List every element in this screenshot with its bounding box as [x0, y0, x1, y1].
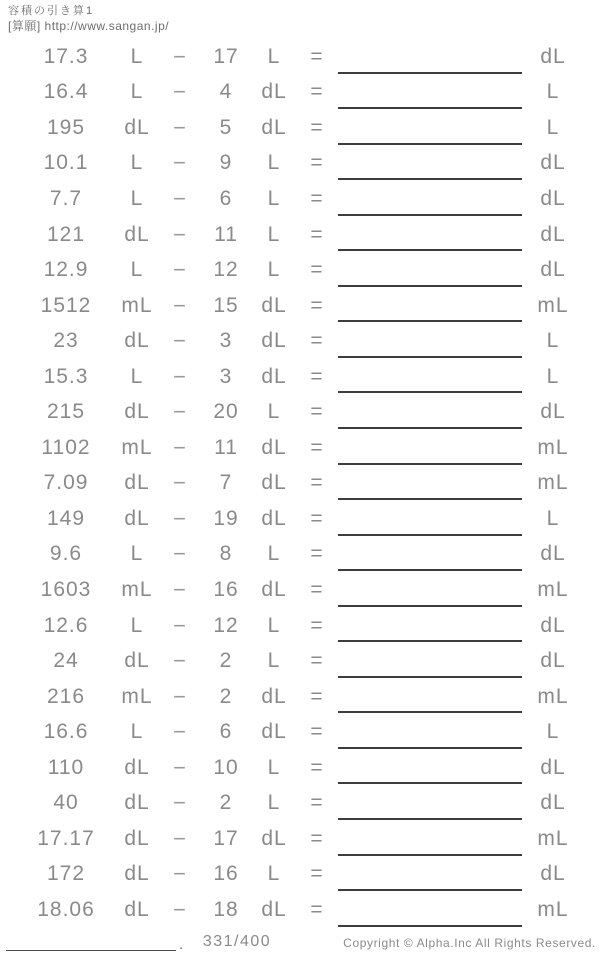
- operand2-unit: L: [267, 613, 281, 637]
- operand2-value: 12: [213, 258, 239, 282]
- operand1-value: 216: [46, 684, 86, 708]
- minus-sign: −: [173, 576, 187, 602]
- operand2-value: 16: [213, 577, 239, 601]
- operand1-value: 16.4: [43, 80, 89, 104]
- operand1-value: 1102: [41, 435, 91, 459]
- operand2-value: 19: [213, 506, 239, 530]
- operand2-value: 9: [219, 151, 233, 175]
- operand1-value: 7.09: [43, 471, 89, 495]
- equals-sign: =: [310, 755, 324, 779]
- answer-blank-cell: [338, 785, 525, 821]
- problem-row: [0, 430, 600, 466]
- answer-unit: mL: [537, 577, 569, 601]
- operand2-value: 2: [219, 791, 233, 815]
- operand1-value: 1512: [40, 293, 92, 317]
- operand1-unit: dL: [124, 115, 150, 139]
- answer-blank-cell: [338, 537, 525, 573]
- page-title: 容積の引き算1: [8, 5, 95, 17]
- name-blank-line: [6, 930, 176, 951]
- equals-sign: =: [310, 826, 324, 850]
- operand1-value: 172: [46, 862, 86, 886]
- problem-row: [0, 323, 600, 359]
- operand2-value: 16: [213, 862, 239, 886]
- answer-blank-line: [338, 214, 522, 216]
- minus-sign: −: [173, 648, 187, 674]
- minus-sign: −: [173, 719, 187, 745]
- answer-blank-line: [338, 889, 522, 891]
- answer-unit: L: [546, 364, 560, 388]
- operand2-unit: dL: [261, 471, 287, 495]
- answer-unit: mL: [537, 826, 569, 850]
- answer-unit: dL: [540, 862, 566, 886]
- operand2-value: 6: [219, 720, 233, 744]
- problem-row: [0, 572, 600, 608]
- minus-sign: −: [173, 612, 187, 638]
- source-line: [8, 19, 169, 34]
- operand1-unit: dL: [124, 506, 150, 530]
- minus-sign: −: [173, 328, 187, 354]
- answer-blank-line: [338, 72, 522, 74]
- operand1-value: 15.3: [43, 364, 89, 388]
- answer-unit: L: [546, 115, 560, 139]
- answer-blank-cell: [338, 679, 525, 715]
- problem-row: [0, 252, 600, 288]
- minus-sign: −: [173, 185, 187, 211]
- operand2-value: 15: [213, 293, 239, 317]
- operand2-value: 6: [219, 186, 233, 210]
- answer-blank-line: [338, 569, 522, 571]
- answer-unit: mL: [537, 897, 569, 921]
- answer-unit: dL: [540, 222, 566, 246]
- answer-blank-cell: [338, 359, 525, 395]
- answer-blank-cell: [338, 821, 525, 857]
- operand1-unit: dL: [124, 329, 150, 353]
- minus-sign: −: [173, 541, 187, 567]
- minus-sign: −: [173, 221, 187, 247]
- equals-sign: =: [310, 684, 324, 708]
- problem-row: [0, 466, 600, 502]
- minus-sign: −: [173, 150, 187, 176]
- equals-sign: =: [310, 222, 324, 246]
- minus-sign: −: [173, 114, 187, 140]
- minus-sign: −: [173, 43, 187, 69]
- equals-sign: =: [310, 400, 324, 424]
- operand1-value: 10.1: [43, 151, 89, 175]
- answer-unit: mL: [537, 435, 569, 459]
- problem-row: [0, 714, 600, 750]
- problem-row: [0, 608, 600, 644]
- operand2-unit: dL: [261, 684, 287, 708]
- operand2-value: 11: [214, 435, 238, 459]
- operand1-unit: L: [130, 613, 144, 637]
- equals-sign: =: [310, 258, 324, 282]
- answer-blank-cell: [338, 750, 525, 786]
- answer-blank-line: [338, 107, 522, 109]
- answer-blank-line: [338, 782, 522, 784]
- operand1-unit: dL: [124, 791, 150, 815]
- answer-blank-line: [338, 356, 522, 358]
- operand2-unit: L: [267, 862, 281, 886]
- operand1-value: 40: [53, 791, 79, 815]
- equals-sign: =: [310, 293, 324, 317]
- operand2-unit: dL: [261, 293, 287, 317]
- operand2-value: 8: [219, 542, 233, 566]
- equals-sign: =: [310, 897, 324, 921]
- answer-unit: dL: [540, 186, 566, 210]
- problem-row: [0, 750, 600, 786]
- minus-sign: −: [173, 754, 187, 780]
- equals-sign: =: [310, 862, 324, 886]
- problem-row: [0, 288, 600, 324]
- answer-blank-cell: [338, 857, 525, 893]
- operand1-value: 215: [46, 400, 86, 424]
- answer-blank-cell: [338, 181, 525, 217]
- operand1-unit: dL: [124, 471, 150, 495]
- answer-blank-line: [338, 498, 522, 500]
- operand1-unit: mL: [121, 435, 153, 459]
- operand2-value: 2: [219, 684, 233, 708]
- problem-row: [0, 501, 600, 537]
- source-label: [算願]: [8, 19, 41, 33]
- answer-unit: mL: [537, 471, 569, 495]
- equals-sign: =: [310, 577, 324, 601]
- answer-blank-cell: [338, 75, 525, 111]
- answer-blank-line: [338, 747, 522, 749]
- answer-blank-cell: [338, 110, 525, 146]
- answer-blank-cell: [338, 714, 525, 750]
- operand1-unit: dL: [124, 826, 150, 850]
- operand1-unit: L: [130, 44, 144, 68]
- operand1-value: 1603: [40, 577, 92, 601]
- equals-sign: =: [310, 720, 324, 744]
- operand1-value: 9.6: [49, 542, 83, 566]
- operand2-unit: dL: [261, 577, 287, 601]
- operand1-unit: L: [130, 720, 144, 744]
- answer-unit: dL: [540, 44, 566, 68]
- equals-sign: =: [310, 80, 324, 104]
- operand2-unit: L: [267, 791, 281, 815]
- operand1-value: 23: [53, 329, 79, 353]
- answer-unit: dL: [540, 151, 566, 175]
- answer-blank-line: [338, 463, 522, 465]
- worksheet-header: [8, 4, 169, 34]
- operand2-value: 3: [219, 329, 233, 353]
- equals-sign: =: [310, 791, 324, 815]
- operand1-value: 7.7: [49, 186, 83, 210]
- answer-unit: dL: [540, 791, 566, 815]
- answer-blank-line: [338, 854, 522, 856]
- answer-blank-line: [338, 818, 522, 820]
- minus-sign: −: [173, 470, 187, 496]
- operand2-unit: L: [267, 44, 281, 68]
- minus-sign: −: [173, 505, 187, 531]
- equals-sign: =: [310, 364, 324, 388]
- page-number: 331/400: [202, 933, 272, 950]
- minus-sign: −: [173, 363, 187, 389]
- answer-blank-cell: [338, 501, 525, 537]
- copyright-text: Copyright © Alpha.Inc All Rights Reserved.: [343, 936, 596, 950]
- answer-blank-line: [338, 711, 522, 713]
- operand2-value: 18: [213, 897, 239, 921]
- equals-sign: =: [310, 186, 324, 210]
- answer-unit: dL: [540, 755, 566, 779]
- problem-row: [0, 785, 600, 821]
- problem-row: [0, 181, 600, 217]
- answer-blank-cell: [338, 39, 525, 75]
- operand2-unit: dL: [261, 364, 287, 388]
- answer-blank-cell: [338, 572, 525, 608]
- answer-unit: mL: [537, 684, 569, 708]
- answer-unit: L: [546, 329, 560, 353]
- answer-blank-line: [338, 640, 522, 642]
- equals-sign: =: [310, 649, 324, 673]
- operand2-unit: dL: [261, 826, 287, 850]
- operand2-value: 5: [219, 115, 233, 139]
- answer-blank-line: [338, 178, 522, 180]
- minus-sign: −: [173, 790, 187, 816]
- operand1-value: 16.6: [43, 720, 89, 744]
- problem-row: [0, 857, 600, 893]
- operand2-value: 10: [213, 755, 239, 779]
- operand1-value: 12.6: [43, 613, 89, 637]
- operand2-value: 3: [219, 364, 233, 388]
- problem-row: [0, 394, 600, 430]
- operand2-unit: L: [267, 151, 281, 175]
- minus-sign: −: [173, 257, 187, 283]
- minus-sign: −: [173, 861, 187, 887]
- answer-blank-cell: [338, 394, 525, 430]
- operand1-unit: L: [130, 80, 144, 104]
- answer-blank-cell: [338, 323, 525, 359]
- problem-row: [0, 110, 600, 146]
- operand1-value: 18.06: [37, 897, 95, 921]
- operand2-unit: L: [267, 222, 281, 246]
- operand1-unit: mL: [121, 577, 153, 601]
- operand1-value: 17.3: [43, 44, 89, 68]
- problem-row: [0, 217, 600, 253]
- equals-sign: =: [310, 471, 324, 495]
- minus-sign: −: [173, 683, 187, 709]
- source-url: http://www.sangan.jp/: [44, 19, 170, 33]
- operand1-unit: L: [130, 258, 144, 282]
- operand2-unit: L: [267, 258, 281, 282]
- equals-sign: =: [310, 613, 324, 637]
- operand2-value: 11: [214, 222, 238, 246]
- operand1-value: 195: [46, 115, 86, 139]
- answer-unit: dL: [540, 613, 566, 637]
- operand2-unit: dL: [261, 720, 287, 744]
- answer-blank-cell: [338, 146, 525, 182]
- minus-sign: −: [173, 399, 187, 425]
- answer-blank-line: [338, 143, 522, 145]
- minus-sign: −: [173, 825, 187, 851]
- operand2-unit: L: [267, 400, 281, 424]
- problem-row: [0, 821, 600, 857]
- answer-blank-cell: [338, 288, 525, 324]
- operand1-unit: mL: [121, 293, 153, 317]
- answer-unit: L: [546, 506, 560, 530]
- answer-blank-line: [338, 320, 522, 322]
- answer-blank-cell: [338, 252, 525, 288]
- operand1-unit: dL: [124, 862, 150, 886]
- operand1-unit: L: [130, 364, 144, 388]
- answer-blank-cell: [338, 466, 525, 502]
- operand2-unit: L: [267, 186, 281, 210]
- operand2-value: 4: [219, 80, 233, 104]
- minus-sign: −: [173, 79, 187, 105]
- problem-row: [0, 537, 600, 573]
- operand1-unit: dL: [124, 222, 150, 246]
- operand1-value: 17.17: [37, 826, 95, 850]
- operand2-value: 17: [213, 826, 239, 850]
- operand1-unit: mL: [121, 684, 153, 708]
- problem-row: [0, 679, 600, 715]
- problem-row: [0, 75, 600, 111]
- answer-blank-line: [338, 534, 522, 536]
- operand1-unit: L: [130, 542, 144, 566]
- answer-blank-line: [338, 427, 522, 429]
- minus-sign: −: [173, 434, 187, 460]
- answer-blank-cell: [338, 217, 525, 253]
- equals-sign: =: [310, 44, 324, 68]
- operand1-value: 110: [47, 755, 85, 779]
- operand1-unit: dL: [124, 649, 150, 673]
- problem-row: [0, 39, 600, 75]
- answer-unit: L: [546, 720, 560, 744]
- operand2-unit: L: [267, 542, 281, 566]
- problem-row: [0, 892, 600, 928]
- answer-blank-line: [338, 925, 522, 927]
- answer-unit: dL: [540, 542, 566, 566]
- operand2-value: 7: [219, 471, 233, 495]
- answer-blank-cell: [338, 892, 525, 928]
- operand2-unit: L: [267, 649, 281, 673]
- equals-sign: =: [310, 435, 324, 459]
- operand1-unit: dL: [124, 400, 150, 424]
- operand2-unit: dL: [261, 435, 287, 459]
- answer-blank-cell: [338, 643, 525, 679]
- answer-blank-line: [338, 605, 522, 607]
- answer-unit: mL: [537, 293, 569, 317]
- name-line-dot: .: [179, 936, 184, 953]
- answer-blank-cell: [338, 430, 525, 466]
- problem-row: [0, 146, 600, 182]
- equals-sign: =: [310, 329, 324, 353]
- operand2-value: 12: [213, 613, 239, 637]
- operand2-value: 17: [213, 44, 239, 68]
- problems-list: [0, 39, 600, 928]
- operand1-unit: L: [130, 186, 144, 210]
- operand2-unit: dL: [261, 115, 287, 139]
- operand2-unit: dL: [261, 80, 287, 104]
- operand2-value: 20: [213, 400, 239, 424]
- operand1-value: 121: [46, 222, 86, 246]
- equals-sign: =: [310, 506, 324, 530]
- equals-sign: =: [310, 115, 324, 139]
- equals-sign: =: [310, 542, 324, 566]
- operand2-unit: L: [267, 755, 281, 779]
- operand2-value: 2: [219, 649, 233, 673]
- answer-blank-line: [338, 249, 522, 251]
- equals-sign: =: [310, 151, 324, 175]
- operand1-value: 149: [46, 506, 86, 530]
- answer-unit: dL: [540, 258, 566, 282]
- problem-row: [0, 643, 600, 679]
- operand1-unit: dL: [124, 755, 150, 779]
- answer-unit: L: [546, 80, 560, 104]
- operand1-value: 24: [53, 649, 79, 673]
- operand1-value: 12.9: [43, 258, 89, 282]
- answer-blank-line: [338, 285, 522, 287]
- operand2-unit: dL: [261, 329, 287, 353]
- answer-unit: dL: [540, 649, 566, 673]
- operand1-unit: L: [130, 151, 144, 175]
- operand2-unit: dL: [261, 506, 287, 530]
- answer-blank-cell: [338, 608, 525, 644]
- answer-blank-line: [338, 391, 522, 393]
- operand1-unit: dL: [124, 897, 150, 921]
- minus-sign: −: [173, 292, 187, 318]
- worksheet-footer: [0, 930, 600, 958]
- answer-blank-line: [338, 676, 522, 678]
- minus-sign: −: [173, 896, 187, 922]
- answer-unit: dL: [540, 400, 566, 424]
- operand2-unit: dL: [261, 897, 287, 921]
- problem-row: [0, 359, 600, 395]
